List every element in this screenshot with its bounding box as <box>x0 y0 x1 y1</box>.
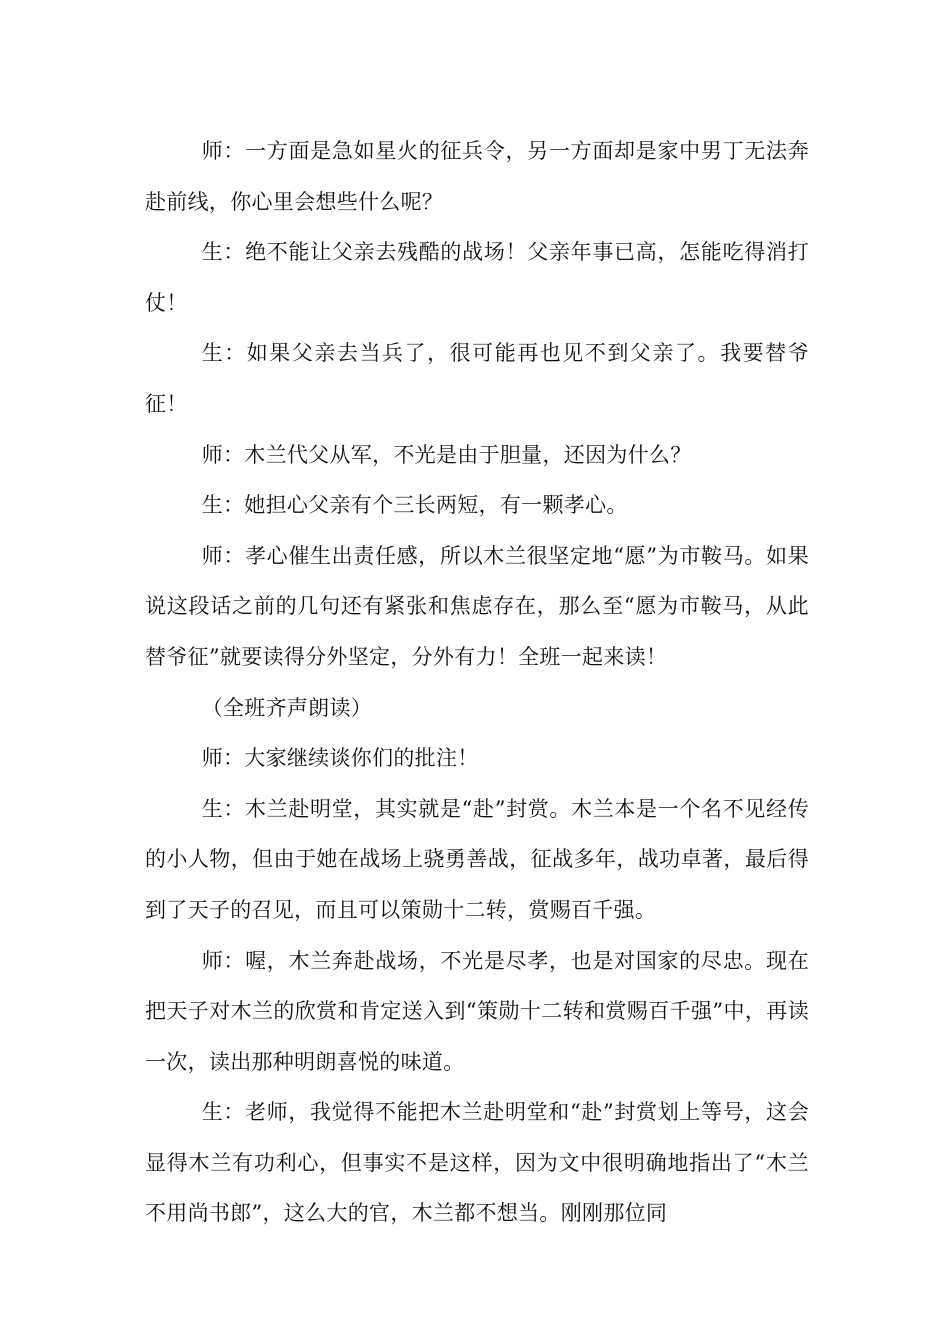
document-body <box>145 126 809 1239</box>
paragraph-teacher-question: 师：木兰代父从军，不光是由于胆量，还因为什么？ <box>201 442 692 467</box>
paragraph-student-answer: 生：木兰赴明堂，其实就是“赴”封赏。木兰本是一个名不见经传的小人物，但由于她在战场上骁勇善战，征战多年，战功卓著，最后得到了天子的召见，而且可以策勋十二转，赏赐百千强。 <box>145 796 809 922</box>
paragraph-student-answer: 生：绝不能让父亲去残酷的战场！父亲年事已高，怎能吃得消打仗！ <box>145 240 809 315</box>
paragraph-teacher-comment: 师：喔，木兰奔赴战场，不光是尽孝，也是对国家的尽忠。现在把天子对木兰的欣赏和肯定送入到“策勋十二转和赏赐百千强”中，再读一次，读出那种明朗喜悦的味道。 <box>145 948 809 1074</box>
paragraph-stage-direction: （全班齐声朗读） <box>201 695 373 720</box>
paragraph-student-answer: 生：如果父亲去当兵了，很可能再也见不到父亲了。我要替爷征！ <box>145 341 809 416</box>
paragraph-teacher-comment: 师：孝心催生出责任感，所以木兰很坚定地“愿”为市鞍马。如果说这段话之前的几句还有紧张和焦虑存在，那么至“愿为市鞍马，从此替爷征”就要读得分外坚定，分外有力！全班一起来读！ <box>145 543 809 669</box>
paragraph-teacher-question: 师：一方面是急如星火的征兵令，另一方面却是家中男丁无法奔赴前线，你心里会想些什么呢？ <box>145 139 809 214</box>
paragraph-teacher-prompt: 师：大家继续谈你们的批注！ <box>201 746 479 771</box>
paragraph-student-answer: 生：她担心父亲有个三长两短，有一颗孝心。 <box>201 493 628 518</box>
paragraph-student-answer: 生：老师，我觉得不能把木兰赴明堂和“赴”封赏划上等号，这会显得木兰有功利心，但事实不是这样，因为文中很明确地指出了“木兰不用尚书郎”，这么大的官，木兰都不想当。刚刚那位同 <box>145 1100 809 1226</box>
